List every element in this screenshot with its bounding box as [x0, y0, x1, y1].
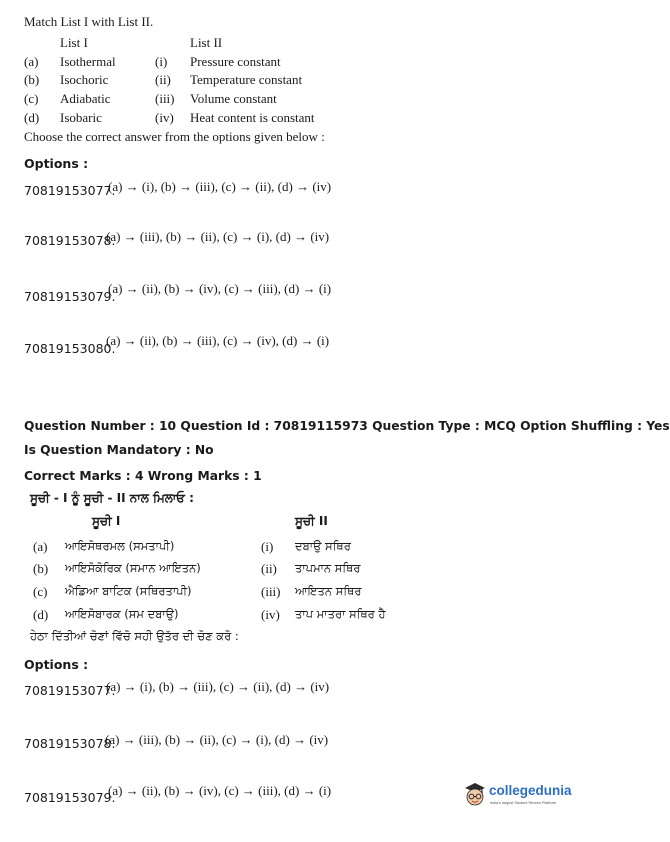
q2-row-term: ਆਇਸੋਬਾਰਕ (ਸਮ ਦਬਾਉ) — [65, 607, 179, 621]
q1-instruction: Choose the correct answer from the options given below : — [24, 129, 325, 144]
q2-meta-line1: Question Number : 10 Question Id : 70819115973 Question Type : MCQ Option Shuffling : Yes — [24, 419, 670, 433]
q1-list1-header: List I — [60, 35, 88, 50]
logo-tagline: India's largest Student Review Platform — [490, 801, 557, 805]
q1-row-label: (b) — [24, 72, 40, 87]
option-answer: (a) → (ii), (b) → (iv), (c) → (iii), (d) → (i) — [108, 783, 332, 798]
q1-row-value: Heat content is constant — [190, 110, 315, 125]
q2-row-label: (d) — [33, 607, 49, 622]
option-id: 70819153079. — [24, 289, 116, 304]
option-id: 70819153078. — [24, 233, 116, 248]
q1-row-label: (a) — [24, 54, 39, 69]
q1-row-term: Isobaric — [60, 110, 102, 125]
q1-row-label: (c) — [24, 91, 39, 106]
q1-row-term: Isochoric — [60, 72, 109, 87]
option-id: 70819153077. — [24, 683, 116, 698]
student-mascot-icon — [462, 780, 488, 808]
q2-row-roman: (ii) — [261, 561, 277, 576]
option-answer: (a) → (i), (b) → (iii), (c) → (ii), (d) → (iv) — [106, 679, 330, 694]
q1-row-value: Volume constant — [190, 91, 277, 106]
q1-row-roman: (i) — [155, 54, 168, 69]
option-answer: (a) → (ii), (b) → (iv), (c) → (iii), (d) → (i) — [108, 281, 332, 296]
q2-instruction: ਹੇਠਾ ਦਿੱਤੀਆਂ ਚੋਣਾਂ ਵਿੱਚੋ ਸਹੀ ਉਤੱਰ ਦੀ ਚੋਣ ਕਰੋ : — [30, 629, 239, 643]
q1-list2-header: List II — [190, 35, 223, 50]
option-id: 70819153080. — [24, 341, 116, 356]
option-answer: (a) → (i), (b) → (iii), (c) → (ii), (d) → (iv) — [108, 179, 332, 194]
option-answer: (a) → (iii), (b) → (ii), (c) → (i), (d) → (iv) — [105, 732, 329, 747]
q2-row-value: ਤਾਪਮਾਨ ਸਥਿਰ — [295, 561, 361, 575]
q2-row-value: ਤਾਪ ਮਾਤਰਾ ਸਥਿਰ ਹੈ — [295, 607, 386, 621]
q1-row-roman: (ii) — [155, 72, 171, 87]
option-id: 70819153077. — [24, 183, 116, 198]
q2-row-roman: (iii) — [261, 584, 281, 599]
q2-row-value: ਦਬਾਉ ਸਥਿਰ — [295, 539, 351, 553]
q2-list2-header: ਸੂਚੀ II — [295, 514, 328, 528]
q2-row-roman: (iv) — [261, 607, 280, 622]
q1-options-label: Options : — [24, 156, 89, 171]
q2-marks: Correct Marks : 4 Wrong Marks : 1 — [24, 469, 262, 483]
q1-row-term: Isothermal — [60, 54, 116, 69]
option-id: 70819153079. — [24, 790, 116, 805]
q1-title: Match List I with List II. — [24, 14, 154, 29]
q2-row-value: ਆਇਤਨ ਸਥਿਰ — [295, 584, 362, 598]
q2-meta-line2: Is Question Mandatory : No — [24, 443, 214, 457]
q2-row-roman: (i) — [261, 539, 274, 554]
q2-options-label: Options : — [24, 657, 89, 672]
q1-row-value: Temperature constant — [190, 72, 303, 87]
q1-row-roman: (iv) — [155, 110, 174, 125]
q2-title: ਸੂਚੀ - I ਨੂੰ ਸੂਚੀ - II ਨਾਲ ਮਿਲਾਓ : — [30, 491, 194, 505]
option-id: 70819153078. — [24, 736, 116, 751]
q2-row-term: ਆਇਸੋਥਰਮਲ (ਸਮਤਾਪੀ) — [65, 539, 175, 553]
option-answer: (a) → (iii), (b) → (ii), (c) → (i), (d) → (iv) — [106, 229, 330, 244]
q2-row-label: (a) — [33, 539, 48, 554]
q2-list1-header: ਸੂਚੀ I — [92, 514, 121, 528]
q1-row-label: (d) — [24, 110, 40, 125]
q1-row-roman: (iii) — [155, 91, 175, 106]
option-answer: (a) → (ii), (b) → (iii), (c) → (iv), (d) → (i) — [106, 333, 330, 348]
logo-wordmark: collegedunia — [489, 783, 572, 798]
q2-row-label: (c) — [33, 584, 48, 599]
q1-row-value: Pressure constant — [190, 54, 281, 69]
q1-row-term: Adiabatic — [60, 91, 111, 106]
q2-row-term: ਐਡਿਆ ਬਾਟਿਕ (ਸਥਿਰਤਾਪੀ) — [65, 584, 192, 598]
q2-row-label: (b) — [33, 561, 49, 576]
q2-row-term: ਆਇਸੋਕੋਰਿਕ (ਸਮਾਨ ਆਇਤਨ) — [65, 561, 201, 575]
